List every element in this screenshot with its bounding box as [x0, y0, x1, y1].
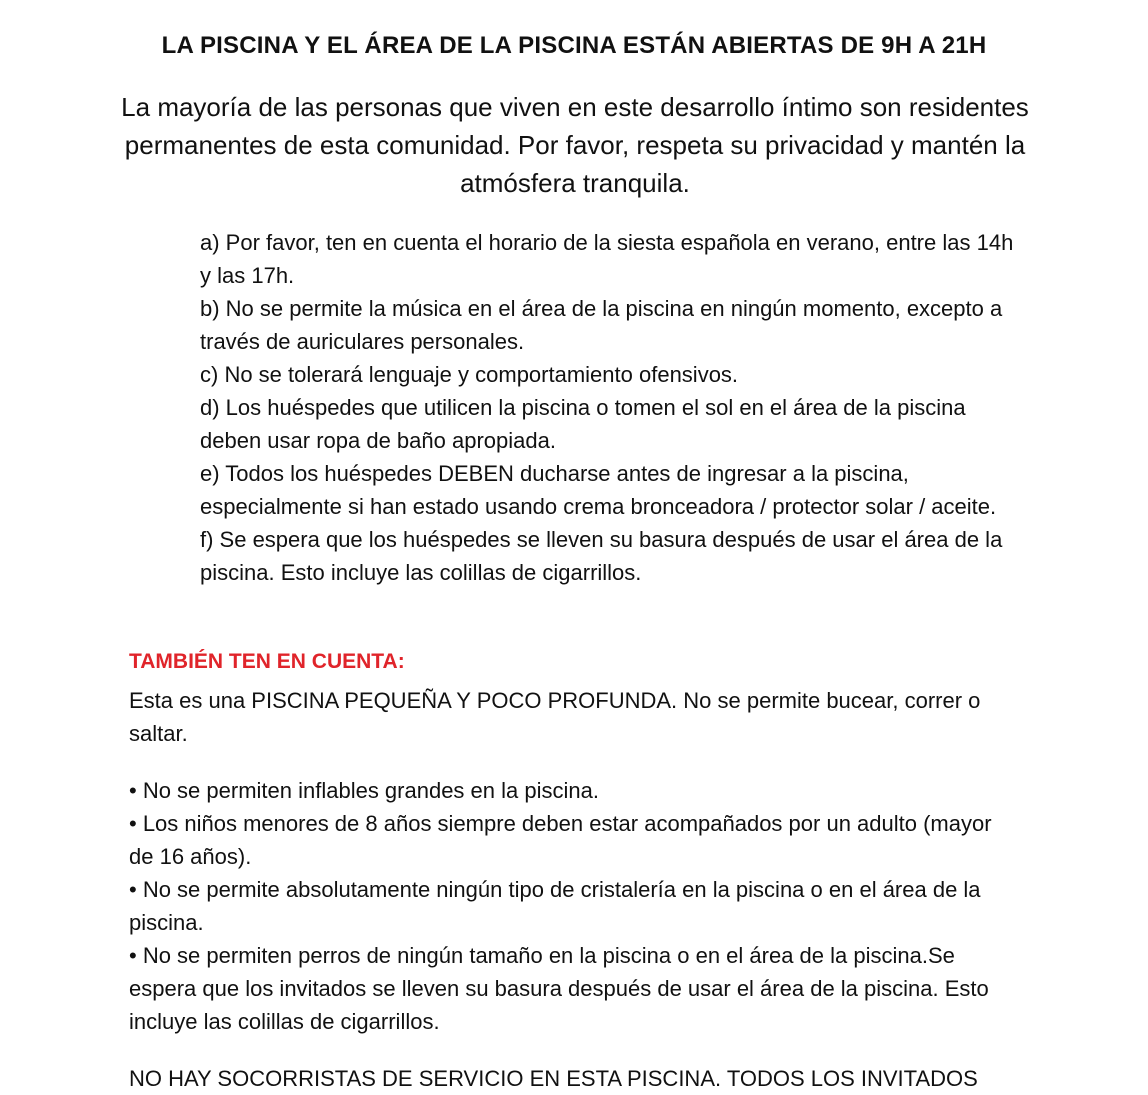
rule-b: b) No se permite la música en el área de la piscina en ningún momento, excepto a través de auriculares personales.	[200, 296, 1003, 354]
rule-d: d) Los huéspedes que utilicen la piscina o tomen el sol en el área de la piscina deben usar ropa de baño apropiada.	[200, 395, 966, 453]
also-note-title: TAMBIÉN TEN EN CUENTA:	[129, 650, 405, 673]
cut-off-top-text	[460, 0, 710, 7]
rules-list	[200, 226, 1020, 589]
rule-a: a) Por favor, ten en cuenta el horario de la siesta española en verano, entre las 14h y las 17h.	[200, 230, 1014, 288]
intro-paragraph: La mayoría de las personas que viven en este desarrollo íntimo son residentes permanentes de esta comunidad. Por favor, respeta su privacidad y mantén la atmósfera tranquila.	[121, 92, 1029, 198]
page-title: LA PISCINA Y EL ÁREA DE LA PISCINA ESTÁN ABIERTAS DE 9H A 21H	[161, 32, 987, 59]
rule-c: c) No se tolerará lenguaje y comportamiento ofensivos.	[200, 362, 739, 387]
bullet-item: • Los niños menores de 8 años siempre deben estar acompañados por un adulto (mayor de 16 años).	[129, 811, 992, 869]
rule-f: f) Se espera que los huéspedes se lleven su basura después de usar el área de la piscina. Esto incluye las colillas de cigarrillos.	[200, 527, 1003, 585]
rule-e: e) Todos los huéspedes DEBEN ducharse antes de ingresar a la piscina, especialmente si han estado usando crema bronceadora / protector solar / aceite.	[200, 461, 997, 519]
bullet-item: • No se permiten inflables grandes en la piscina.	[129, 778, 599, 803]
cut-off-bottom-line: NO HAY SOCORRISTAS DE SERVICIO EN ESTA PISCINA. TODOS LOS INVITADOS	[129, 1066, 978, 1091]
bullet-list	[129, 774, 999, 1038]
bullet-item: • No se permiten perros de ningún tamaño en la piscina o en el área de la piscina.Se espera que los invitados se lleven su basura después de usar el área de la piscina. Esto incluye las colillas de cigarrillos.	[129, 943, 989, 1034]
bullet-item: • No se permite absolutamente ningún tipo de cristalería en la piscina o en el área de la piscina.	[129, 877, 981, 935]
also-note-text: Esta es una PISCINA PEQUEÑA Y POCO PROFUNDA. No se permite bucear, correr o saltar.	[129, 688, 981, 746]
